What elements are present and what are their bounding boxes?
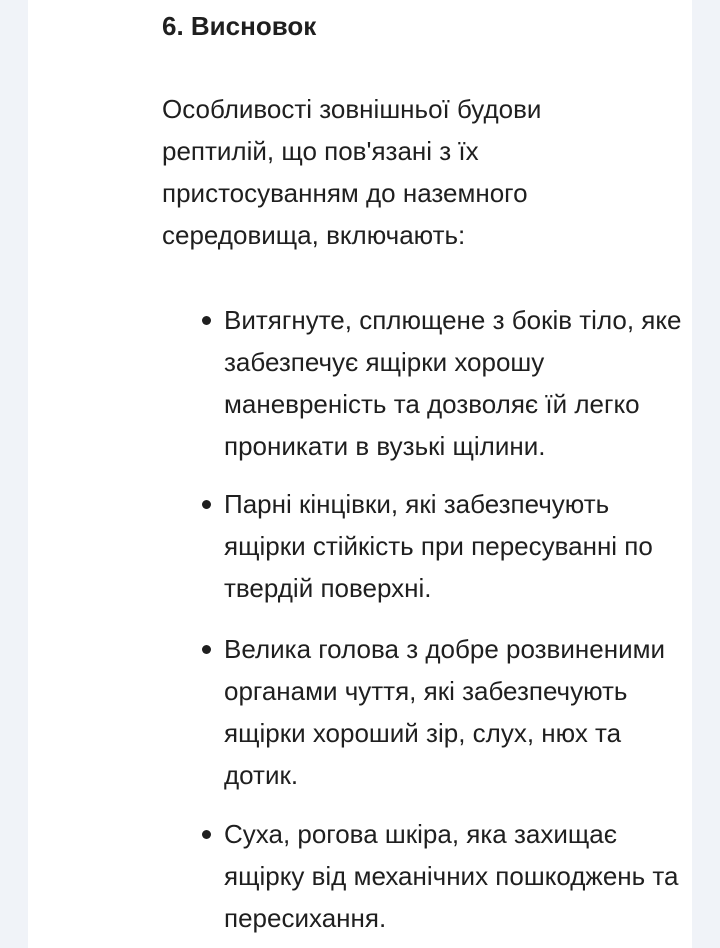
bullet-dot-icon	[202, 830, 211, 839]
list-item-text: Витягнуте, сплющене з боків тіло, яке забезпечує ящірки хорошу маневреність та дозволяє їй легко проникати в вузькі щілини.	[224, 305, 682, 461]
bullet-dot-icon	[202, 500, 211, 509]
bullet-dot-icon	[202, 316, 211, 325]
list-item-text: Суха, рогова шкіра, яка захищає ящірку від механічних пошкоджень та пересихання.	[224, 819, 679, 933]
section-heading: 6. Висновок	[162, 11, 317, 41]
list-item-text: Велика голова з добре розвиненими органами чуття, які забезпечують ящірки хороший зір, слух, нюх та дотик.	[224, 634, 665, 790]
list-item-text: Парні кінцівки, які забезпечують ящірки стійкість при пересуванні по твердій поверхні.	[224, 489, 653, 603]
bullet-dot-icon	[202, 645, 211, 654]
message-card	[28, 0, 692, 948]
intro-paragraph: Особливості зовнішньої будови рептилій, що пов'язані з їх пристосуванням до наземного середовища, включають:	[162, 94, 542, 250]
